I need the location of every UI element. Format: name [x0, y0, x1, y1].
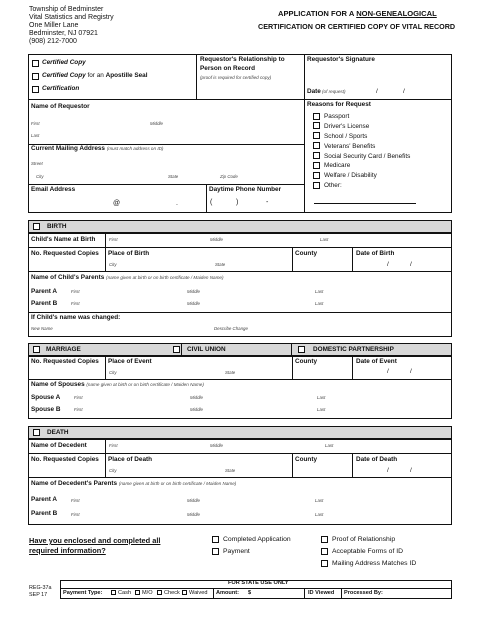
email-field[interactable]: [30, 194, 204, 211]
spouse-a-middle: Middle: [190, 395, 203, 400]
decedent-parent-b-field[interactable]: [68, 507, 448, 519]
event-county-label: County: [295, 358, 318, 365]
certified-copy-label: Certified Copy: [42, 59, 86, 66]
city-label: City: [36, 174, 44, 179]
parent-a-first: First: [71, 289, 80, 294]
death-place-label: Place of Death: [108, 456, 153, 463]
spouse-a-first: First: [74, 395, 83, 400]
decedent-parent-a-last: Last: [315, 498, 324, 503]
child-first-label: First: [109, 237, 118, 242]
phone-dash: -: [266, 199, 269, 206]
civil-union-checkbox[interactable]: [173, 346, 180, 353]
id-viewed-label: ID Viewed: [308, 590, 335, 596]
spouses-hint: (name given at birth or on birth certificate / Maiden Name): [86, 382, 204, 387]
reason-label: Social Security Card / Benefits: [324, 153, 411, 160]
decedent-parent-b-first: First: [71, 512, 80, 517]
spouses-label: [31, 382, 204, 388]
event-date-slash: /: [387, 368, 389, 375]
parent-b-first: First: [71, 301, 80, 306]
child-parents-text: Name of Child's Parents: [31, 274, 105, 281]
mo-checkbox[interactable]: [135, 590, 140, 595]
email-label: Email Address: [31, 186, 76, 193]
birth-date-label: Date of Birth: [356, 250, 395, 257]
mailing-address-field[interactable]: [30, 154, 302, 183]
phone-field[interactable]: [208, 194, 302, 211]
spouse-a-field[interactable]: [70, 391, 448, 402]
domestic-partnership-heading: DOMESTIC PARTNERSHIP: [313, 346, 394, 353]
phone-close: ): [236, 199, 239, 206]
spouse-a-last: Last: [317, 395, 326, 400]
requestor-middle-label: Middle: [150, 121, 163, 126]
divider: [28, 379, 452, 380]
death-copies-field[interactable]: [30, 464, 104, 476]
processed-by-field[interactable]: [384, 589, 450, 598]
payment-label: Payment: [223, 548, 250, 555]
reason-label: Other:: [324, 182, 342, 189]
marriage-heading: MARRIAGE: [46, 346, 81, 353]
domestic-partnership-checkbox[interactable]: [298, 346, 305, 353]
agency-line: (908) 212-7000: [29, 38, 77, 45]
mailing-address-text: Current Mailing Address: [31, 145, 105, 152]
reasons-label: Reasons for Request: [307, 101, 371, 108]
reason-checkbox[interactable]: [313, 132, 320, 139]
divider: [341, 588, 342, 599]
divider: [352, 356, 353, 379]
birth-place-label: Place of Birth: [108, 250, 150, 257]
divider: [292, 453, 293, 477]
apostille-prefix: Certified Copy: [42, 72, 86, 79]
reason-checkbox[interactable]: [313, 182, 320, 189]
mo-label: M/O: [142, 590, 153, 596]
state-use-heading: FOR STATE USE ONLY: [228, 580, 289, 586]
name-changed-label: If Child's name was changed:: [31, 314, 121, 321]
proof-of-relationship-label: Proof of Relationship: [332, 536, 396, 543]
payment-type-label: Payment Type:: [63, 590, 103, 596]
death-state-label: State: [225, 468, 236, 473]
reason-checkbox[interactable]: [313, 113, 320, 120]
decedent-parents-hint: (name given at birth or on birth certificate / Maiden Name): [118, 481, 237, 486]
check-checkbox[interactable]: [157, 590, 162, 595]
requestor-last-label: Last: [31, 133, 40, 138]
title-prefix: APPLICATION FOR A: [278, 9, 357, 18]
divider: [304, 54, 305, 213]
mailing-address-matches-checkbox[interactable]: [321, 560, 328, 567]
child-parents-label: [31, 275, 224, 281]
divider: [28, 271, 452, 272]
decedent-parents-text: Name of Decedent's Parents: [31, 480, 118, 487]
birth-header: [28, 220, 452, 233]
other-reason-line[interactable]: [314, 203, 416, 204]
form-subtitle: CERTIFICATION OR CERTIFIED COPY OF VITAL RECORD: [258, 22, 456, 31]
death-date-slash: /: [387, 467, 389, 474]
decedent-parent-b-label: Parent B: [31, 510, 58, 517]
birth-date-slash: /: [387, 261, 389, 268]
birth-city-label: City: [109, 262, 117, 267]
event-place-label: Place of Event: [108, 358, 152, 365]
parent-b-field[interactable]: [68, 297, 448, 308]
acceptable-id-checkbox[interactable]: [321, 548, 328, 555]
payment-checkbox[interactable]: [212, 548, 219, 555]
signature-label: Requestor's Signature: [307, 56, 375, 63]
cash-checkbox[interactable]: [111, 590, 116, 595]
reason-label: Welfare / Disability: [324, 172, 377, 179]
death-city-label: City: [109, 468, 117, 473]
birth-state-label: State: [215, 262, 226, 267]
event-city-label: City: [109, 370, 117, 375]
parent-a-last: Last: [315, 289, 324, 294]
divider: [304, 588, 305, 599]
decedent-first: First: [109, 443, 118, 448]
event-state-label: State: [225, 370, 236, 375]
decedent-middle: Middle: [210, 443, 223, 448]
email-dot: .: [176, 200, 178, 207]
divider: [291, 343, 292, 356]
relationship-field[interactable]: [198, 84, 302, 97]
child-parents-hint: (name given at birth or on birth certificate / Maiden Name): [106, 275, 224, 280]
agency-line: One Miller Lane: [29, 22, 79, 29]
date-slash: /: [403, 88, 405, 95]
divider: [28, 184, 304, 185]
parent-b-label: Parent B: [31, 300, 58, 307]
parent-a-field[interactable]: [68, 285, 448, 296]
requestor-name-field[interactable]: [30, 112, 302, 142]
mailing-address-label: [31, 146, 163, 152]
spouses-text: Name of Spouses: [31, 381, 85, 388]
decedent-parent-a-middle: Middle: [187, 498, 200, 503]
divider: [196, 54, 197, 99]
reason-checkbox[interactable]: [313, 152, 320, 159]
event-date-label: Date of Event: [356, 358, 397, 365]
proof-of-relationship-checkbox[interactable]: [321, 536, 328, 543]
mailing-address-hint: (must match address on ID): [106, 146, 164, 151]
new-name-label: New Name: [31, 326, 53, 331]
apostille-mid: for an: [85, 72, 106, 79]
death-date-slash: /: [410, 467, 412, 474]
agency-address: [29, 6, 114, 46]
birth-copies-field[interactable]: [30, 258, 104, 270]
phone-open: (: [210, 199, 213, 206]
form-date: SEP 17: [29, 592, 48, 598]
amount-label: Amount:: [216, 590, 239, 596]
agency-line: Vital Statistics and Registry: [29, 14, 114, 21]
child-name-label: Child's Name at Birth: [31, 236, 96, 243]
phone-label: Daytime Phone Number: [209, 186, 282, 193]
divider: [105, 247, 106, 271]
divider: [352, 453, 353, 477]
marriage-checkbox[interactable]: [33, 346, 40, 353]
birth-checkbox[interactable]: [33, 223, 40, 230]
reason-label: Medicare: [324, 162, 351, 169]
date-slash: /: [376, 88, 378, 95]
birth-copies-label: No. Requested Copies: [31, 250, 99, 257]
civil-union-heading: CIVIL UNION: [187, 346, 226, 353]
divider: [292, 247, 293, 271]
reason-checkbox[interactable]: [313, 122, 320, 129]
spouse-b-label: Spouse B: [31, 406, 61, 413]
parent-a-label: Parent A: [31, 288, 58, 295]
certification-checkbox[interactable]: [32, 86, 39, 93]
requestor-first-label: First: [31, 121, 40, 126]
email-at: @: [113, 200, 121, 207]
waived-checkbox[interactable]: [182, 590, 187, 595]
apostille-checkbox[interactable]: [32, 73, 39, 80]
divider: [213, 588, 214, 599]
zip-label: Zip Code: [220, 174, 238, 179]
date-label: Date: [307, 88, 321, 95]
divider: [28, 477, 452, 478]
parent-b-last: Last: [315, 301, 324, 306]
waived-label: Waived: [189, 590, 208, 596]
agency-line: Township of Bedminster: [29, 6, 104, 13]
name-changed-field[interactable]: [30, 322, 450, 335]
check-label: Check: [164, 590, 180, 596]
relationship-hint: (proof is required for certified copy): [200, 75, 272, 80]
apostille-emph: Apostille Seal: [105, 72, 148, 79]
divider: [206, 184, 207, 213]
reason-label: Passport: [324, 113, 350, 120]
marriage-copies-field[interactable]: [30, 366, 104, 378]
amount-field[interactable]: [253, 589, 303, 598]
death-copies-label: No. Requested Copies: [31, 456, 99, 463]
decedent-name-label: Name of Decedent: [31, 442, 87, 449]
completed-application-label: Completed Application: [223, 536, 291, 543]
date-hint: (of request): [322, 89, 346, 94]
amount-symbol: $: [248, 590, 252, 596]
death-county-label: County: [295, 456, 318, 463]
divider: [292, 356, 293, 379]
checklist-question-2: required information?: [29, 546, 106, 555]
reason-checkbox[interactable]: [313, 172, 320, 179]
parent-a-middle: Middle: [187, 289, 200, 294]
divider: [28, 99, 304, 100]
decedent-name-field[interactable]: [106, 440, 450, 452]
birth-county-label: County: [295, 250, 318, 257]
decedent-parent-a-first: First: [71, 498, 80, 503]
street-label: Street: [31, 161, 43, 166]
child-last-label: Last: [320, 237, 329, 242]
death-checkbox[interactable]: [33, 429, 40, 436]
relationship-label-2: Person on Record: [200, 65, 256, 72]
reason-checkbox[interactable]: [313, 162, 320, 169]
divider: [352, 247, 353, 271]
divider: [28, 312, 452, 313]
death-header: [28, 426, 452, 439]
marriage-copies-label: No. Requested Copies: [31, 358, 99, 365]
decedent-parent-a-field[interactable]: [68, 493, 448, 505]
death-date-label: Date of Death: [356, 456, 398, 463]
divider: [181, 343, 182, 356]
divider: [105, 453, 106, 477]
spouse-b-middle: Middle: [190, 407, 203, 412]
reason-checkbox[interactable]: [313, 142, 320, 149]
spouse-a-label: Spouse A: [31, 394, 61, 401]
decedent-parent-b-last: Last: [315, 512, 324, 517]
acceptable-id-label: Acceptable Forms of ID: [332, 548, 404, 555]
describe-change-label: Describe Change: [214, 326, 248, 331]
form-id: REG-37a: [29, 585, 52, 591]
form-title: [278, 10, 437, 18]
spouse-b-last: Last: [317, 407, 326, 412]
checklist-question: Have you enclosed and completed all: [29, 536, 161, 545]
reason-label: School / Sports: [324, 133, 368, 140]
requestor-name-label: Name of Requestor: [31, 103, 90, 110]
certified-copy-checkbox[interactable]: [32, 60, 39, 67]
state-label: State: [168, 174, 179, 179]
birth-heading: BIRTH: [47, 223, 67, 230]
death-heading: DEATH: [47, 429, 69, 436]
reason-label: Veterans' Benefits: [324, 143, 376, 150]
divider: [105, 356, 106, 379]
title-emphasis: NON-GENEALOGICAL: [356, 9, 437, 18]
reason-label: Driver's License: [324, 123, 370, 130]
completed-application-checkbox[interactable]: [212, 536, 219, 543]
relationship-label: Requestor's Relationship to: [200, 56, 285, 63]
spouse-b-field[interactable]: [70, 403, 448, 414]
divider: [28, 247, 452, 248]
agency-line: Bedminster, NJ 07921: [29, 30, 98, 37]
decedent-parents-label: [31, 481, 236, 487]
mailing-address-matches-label: Mailing Address Matches ID: [332, 560, 417, 567]
cash-label: Cash: [118, 590, 132, 596]
apostille-label: [42, 73, 148, 79]
child-name-field[interactable]: [106, 234, 450, 246]
child-middle-label: Middle: [210, 237, 223, 242]
signature-field[interactable]: [306, 65, 450, 81]
event-date-slash: /: [410, 368, 412, 375]
processed-by-label: Processed By:: [344, 590, 383, 596]
decedent-parent-b-middle: Middle: [187, 512, 200, 517]
decedent-last: Last: [325, 443, 334, 448]
divider: [304, 99, 452, 100]
spouse-b-first: First: [74, 407, 83, 412]
parent-b-middle: Middle: [187, 301, 200, 306]
birth-date-slash: /: [410, 261, 412, 268]
certification-label: Certification: [42, 85, 80, 92]
divider: [28, 453, 452, 454]
decedent-parent-a-label: Parent A: [31, 496, 58, 503]
